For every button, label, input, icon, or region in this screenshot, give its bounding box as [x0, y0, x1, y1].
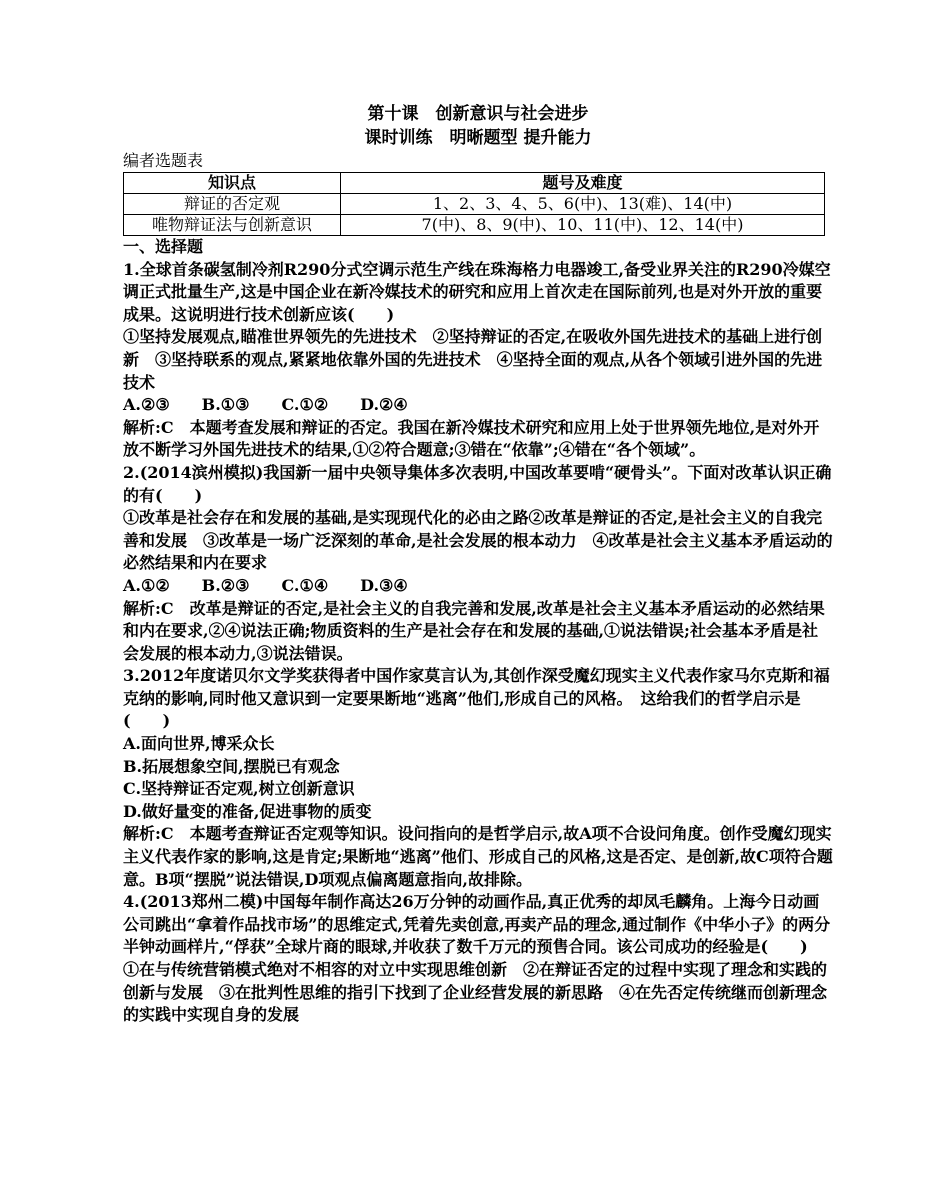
table-row [124, 215, 825, 236]
document-page [123, 102, 833, 1027]
question-statements: ①改革是社会存在和发展的基础,是实现现代化的必由之路②改革是辩证的否定,是社会主义的自我完善和发展 ③改革是一场广泛深刻的革命,是社会发展的根本动力 ④改革是社会主义基本矛盾运动的必然结果和内在要求 [123, 508, 833, 573]
question-options: A.①② B.②③ C.①④ D.③④ [123, 575, 408, 595]
table-cell: 辩证的否定观 [124, 194, 341, 215]
question-option: B.拓展想象空间,摆脱已有观念 [123, 756, 340, 776]
question-option: D.做好量变的准备,促进事物的质变 [123, 801, 372, 821]
question-stem: 4.(2013郑州二模)中国每年制作高达26万分钟的动画作品,真正优秀的却凤毛麟角。上海今日动画公司跳出“拿着作品找市场”的思维定式,凭着先卖创意,再卖产品的理念,通过制作《中华小子》的两分半钟动画样片,“俘获”全球片商的眼球,并收获了数千万元的预售合同。该公司成功的经验是( ) [123, 892, 831, 957]
question-analysis: 解析:C 改革是辩证的否定,是社会主义的自我完善和发展,改革是社会主义基本矛盾运动的必然结果和内在要求,②④说法正确;物质资料的生产是社会存在和发展的基础,①说法错误;社会基本矛盾是社会发展的根本动力,③说法错误。 [123, 598, 825, 663]
question-stem: 3.2012年度诺贝尔文学奖获得者中国作家莫言认为,其创作深受魔幻现实主义代表作家马尔克斯和福克纳的影响,同时他又意识到一定要果断地“逃离”他们,形成自己的风格。 这给我们的哲学启示是( ) [123, 666, 830, 731]
page-title: 第十课 创新意识与社会进步 [367, 104, 589, 124]
question-analysis: 解析:C 本题考查发展和辩证的否定。我国在新冷媒技术研究和应用上处于世界领先地位,是对外开放不断学习外国先进技术的结果,①②符合题意;③错在“依靠”;④错在“各个领域”。 [123, 417, 820, 460]
question-statements: ①在与传统营销模式绝对不相容的对立中实现思维创新 ②在辩证否定的过程中实现了理念和实践的创新与发展 ③在批判性思维的指引下找到了企业经营发展的新思路 ④在先否定传统继而创新理念的实践中实现自身的发展 [123, 960, 828, 1025]
question-option: A.面向世界,博采众长 [123, 734, 275, 754]
question-analysis: 解析:C 本题考查辩证否定观等知识。设问指向的是哲学启示,故A项不合设问角度。创作受魔幻现实主义代表作家的影响,这是肯定;果断地“逃离”他们、形成自己的风格,这是否定、是创新,故C项符合题意。B项“摆脱”说法错误,D项观点偏离题意指向,故排除。 [123, 824, 833, 889]
table-cell: 7(中)、8、9(中)、10、11(中)、12、14(中) [341, 215, 825, 236]
table-cell: 唯物辩证法与创新意识 [124, 215, 341, 236]
topic-table [123, 172, 825, 236]
table-cell: 1、2、3、4、5、6(中)、13(难)、14(中) [341, 194, 825, 215]
question-stem: 2.(2014滨州模拟)我国新一届中央领导集体多次表明,中国改革要啃“硬骨头”。下面对改革认识正确的有( ) [123, 462, 832, 505]
question-statements: ①坚持发展观点,瞄准世界领先的先进技术 ②坚持辩证的否定,在吸收外国先进技术的基础上进行创新 ③坚持联系的观点,紧紧地依靠外国的先进技术 ④坚持全面的观点,从各个领域引进外国的先进技术 [123, 327, 823, 392]
table-caption: 编者选题表 [123, 151, 204, 170]
table-header-row [124, 173, 825, 194]
question-options: A.②③ B.①③ C.①② D.②④ [123, 395, 408, 415]
question-stem: 1.全球首条碳氢制冷剂R290分式空调示范生产线在珠海格力电器竣工,备受业界关注的R290冷媒空调正式批量生产,这是中国企业在新冷媒技术的研究和应用上首次走在国际前列,也是对外开放的重要成果。这说明进行技术创新应该( ) [123, 259, 831, 324]
page-subtitle: 课时训练 明晰题型 提升能力 [364, 128, 592, 148]
table-header-cell: 知识点 [124, 173, 341, 194]
section-heading: 一、选择题 [123, 237, 204, 256]
table-row [124, 194, 825, 215]
question-option: C.坚持辩证否定观,树立创新意识 [123, 779, 355, 799]
table-header-cell: 题号及难度 [341, 173, 825, 194]
